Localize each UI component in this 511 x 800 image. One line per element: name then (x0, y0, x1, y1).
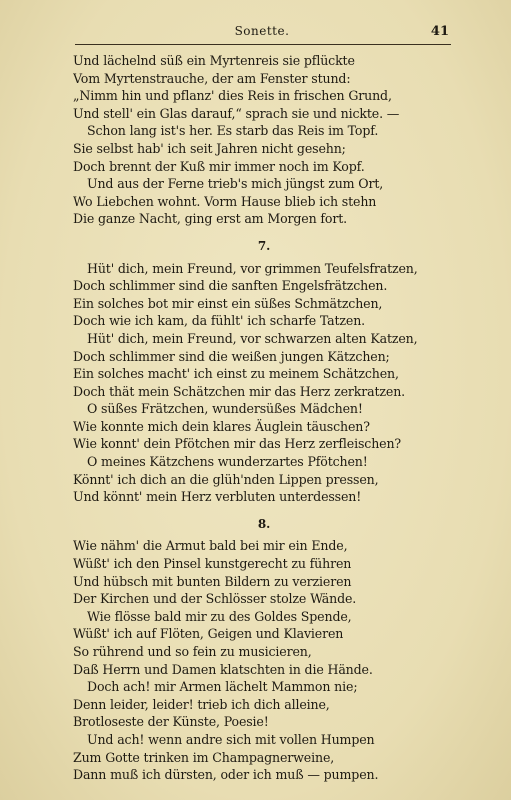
verse-line: Daß Herrn und Damen klatschten in die Hände. (73, 661, 373, 677)
verse-line: Schon lang ist's her. Es starb das Reis im Topf. (87, 123, 379, 139)
verse-line: O meines Kätzchens wunderzartes Pfötchen! (87, 454, 368, 470)
verse-line: Und könnt' mein Herz verbluten unterdessen! (73, 489, 362, 505)
verse-line: Wüßt' ich auf Flöten, Geigen und Klavieren (73, 626, 344, 642)
verse-line: Doch wie ich kam, da fühlt' ich scharfe Tatzen. (73, 313, 366, 329)
verse-line: Wie konnt' dein Pfötchen mir das Herz zerfleischen? (73, 436, 402, 452)
verse-line: Doch schlimmer sind die sanften Engelsfrätzchen. (73, 278, 388, 294)
verse-line: Hüt' dich, mein Freund, vor grimmen Teufelsfratzen, (87, 260, 418, 276)
verse-line: Wüßt' ich den Pinsel kunstgerecht zu führen (73, 556, 352, 572)
verse-line: Brotloseste der Künste, Poesie! (73, 714, 269, 730)
verse-line: So rührend und so fein zu musicieren, (73, 644, 312, 659)
verse-line: Und hübsch mit bunten Bildern zu verzieren (73, 573, 352, 589)
verse-line: Die ganze Nacht, ging erst am Morgen fort. (73, 211, 347, 227)
verse-line: Und ach! wenn andre sich mit vollen Humpen (87, 731, 375, 747)
verse-line: Ein solches macht' ich einst zu meinem Schätzchen, (73, 366, 399, 382)
verse-line: Denn leider, leider! trieb ich dich alleine, (73, 696, 330, 712)
header-rule (75, 44, 451, 45)
verse-line: Vom Myrtenstrauche, der am Fenster stund: (73, 70, 351, 86)
verse-line: Wie flösse bald mir zu des Goldes Spende, (87, 608, 352, 624)
verse-line: Doch brennt der Kuß mir immer noch im Kopf. (73, 158, 365, 174)
verse-line: Der Kirchen und der Schlösser stolze Wände. (73, 591, 357, 607)
page-number: 41 (430, 24, 449, 39)
verse-line: Wie konnte mich dein klares Äuglein täuschen? (73, 418, 370, 434)
verse-line: Doch thät mein Schätzchen mir das Herz zerkratzen. (73, 383, 406, 399)
verse-line: Wie nähm' die Armut bald bei mir ein Ende, (73, 538, 348, 554)
verse-line: O süßes Frätzchen, wundersüßes Mädchen! (87, 401, 363, 417)
sonnet-number: 8. (257, 516, 271, 531)
sonnet-7 (73, 260, 455, 506)
verse-line: Sie selbst hab' ich seit Jahren nicht gesehn; (73, 140, 346, 156)
sonnet-8 (73, 537, 455, 783)
verse-line: Und lächelnd süß ein Myrtenreis sie pflückte (73, 53, 355, 68)
verse-line: Doch ach! mir Armen lächelt Mammon nie; (87, 679, 358, 695)
poem-text (73, 52, 455, 784)
verse-line: Dann muß ich dürsten, oder ich muß — pumpen. (73, 767, 379, 783)
sonnet-6-ending (73, 52, 455, 228)
verse-line: Hüt' dich, mein Freund, vor schwarzen alten Katzen, (87, 330, 418, 346)
verse-line: Ein solches bot mir einst ein süßes Schmätzchen, (73, 295, 383, 311)
sonnet-number: 7. (257, 238, 271, 253)
verse-line: Zum Gotte trinken im Champagnerweine, (73, 749, 335, 765)
verse-line: Und stell' ein Glas darauf,“ sprach sie und nickte. — (73, 105, 400, 121)
verse-line: Wo Liebchen wohnt. Vorm Hause blieb ich stehn (73, 193, 377, 209)
verse-line: „Nimm hin und pflanz' dies Reis in frischen Grund, (73, 88, 392, 104)
verse-line: Könnt' ich dich an die glüh'nden Lippen pressen, (73, 471, 379, 487)
verse-line: Und aus der Ferne trieb's mich jüngst zum Ort, (87, 176, 384, 192)
verse-line: Doch schlimmer sind die weißen jungen Kätzchen; (73, 348, 390, 364)
running-header (75, 24, 449, 44)
header-title: Sonette. (234, 24, 290, 38)
